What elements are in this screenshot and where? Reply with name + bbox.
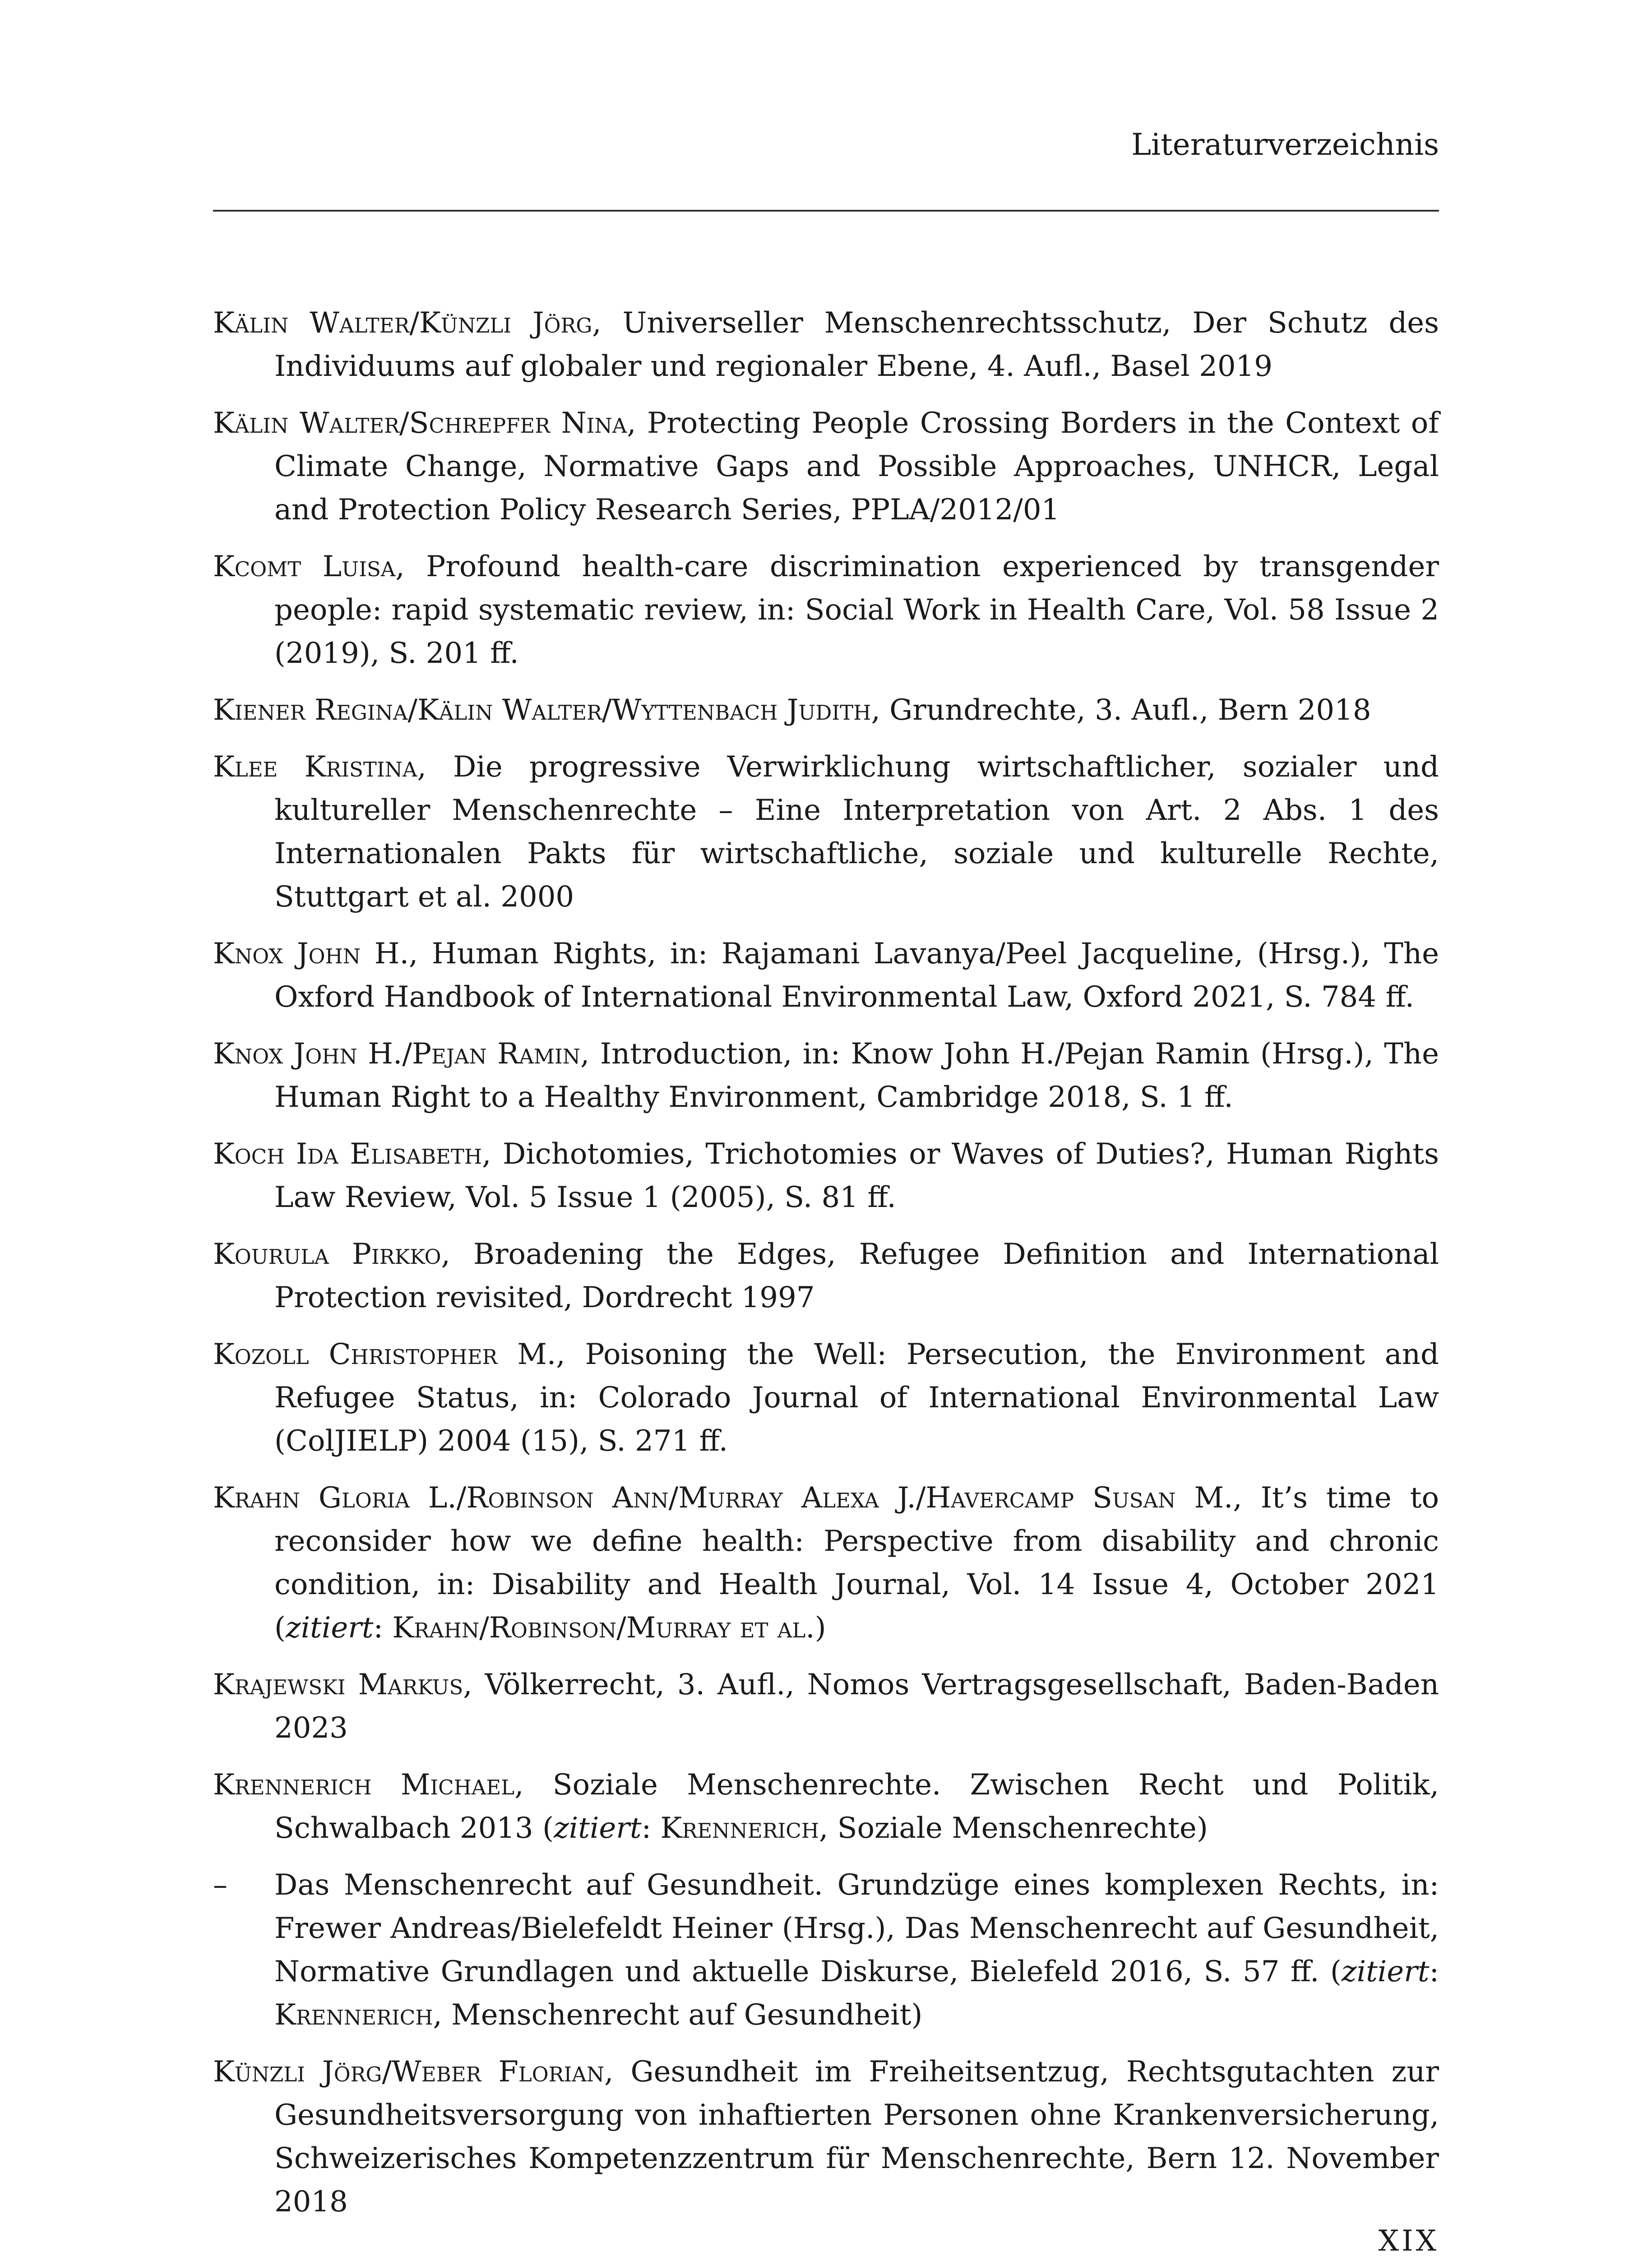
continuation-dash: – xyxy=(213,1868,227,1902)
entry-author: Knox John H./Pejan Ramin xyxy=(213,1037,581,1071)
entry-author: Kcomt Luisa xyxy=(213,550,396,583)
bibliography-entry-continuation xyxy=(213,1863,1439,2037)
entry-text: , Broadening the Edges, Refugee Definition and International Protection revisited, Dordrecht 1997 xyxy=(274,1238,1439,1314)
bibliography-entry xyxy=(213,545,1439,675)
entry-author: Knox John xyxy=(213,937,361,971)
cite-separator: : xyxy=(373,1611,393,1645)
entry-author: Krajewski Markus xyxy=(213,1668,463,1701)
bibliography-entry xyxy=(213,1032,1439,1119)
bibliography-entry xyxy=(213,1763,1439,1850)
bibliography-entry xyxy=(213,2050,1439,2224)
bibliography-entry xyxy=(213,1133,1439,1219)
entry-author: Kälin Walter/Künzli Jörg xyxy=(213,306,592,340)
entry-text: , Protecting People Crossing Borders in the Context of Climate Change, Normative Gaps and Possible Approaches, UNHCR, Legal and Protection Policy Research Series, PPLA/2012/01 xyxy=(274,407,1439,527)
entry-text: H., Human Rights, in: Rajamani Lavanya/Peel Jacqueline, (Hrsg.), The Oxford Handbook of International Environmental Law, Oxford 2021, S. 784 ff. xyxy=(274,937,1439,1014)
entry-author: Krahn Gloria L./Robinson Ann/Murray Alexa J./Havercamp Susan xyxy=(213,1481,1176,1515)
bibliography-entry xyxy=(213,1333,1439,1463)
bibliography-entry xyxy=(213,1233,1439,1319)
entry-text: , Universeller Menschenrechtsschutz, Der Schutz des Individuums auf globaler und regionaler Ebene, 4. Aufl., Basel 2019 xyxy=(274,306,1439,383)
cite-close: , Soziale Menschenrechte) xyxy=(819,1812,1208,1845)
cite-author: Krennerich xyxy=(660,1812,819,1845)
cite-marker: zitiert xyxy=(285,1611,374,1645)
bibliography-entry xyxy=(213,301,1439,388)
entry-text: , Profound health-care discrimination experienced by transgender people: rapid systematic review, in: Social Work in Health Care, Vol. 58 Issue 2 (2019), S. 201 ff. xyxy=(274,550,1439,670)
entry-text: , Dichotomies, Trichotomies or Waves of Duties?, Human Rights Law Review, Vol. 5 Issue 1 (2005), S. 81 ff. xyxy=(274,1137,1439,1214)
cite-marker: zitiert xyxy=(1341,1955,1430,1988)
entry-text: , Gesundheit im Freiheitsentzug, Rechtsgutachten zur Gesundheitsversorgung von inhaftierten Personen ohne Krankenversicherung, Schweizerisches Kompetenzzentrum für Menschenrechte, Bern 12. November 2018 xyxy=(274,2055,1439,2219)
bibliography-entry xyxy=(213,1476,1439,1650)
cite-separator: : xyxy=(641,1812,661,1845)
entry-text: , Introduction, in: Know John H./Pejan Ramin (Hrsg.), The Human Right to a Healthy Environment, Cambridge 2018, S. 1 ff. xyxy=(274,1037,1439,1114)
entry-text: , Völkerrecht, 3. Aufl., Nomos Vertragsgesellschaft, Baden-Baden 2023 xyxy=(274,1668,1439,1745)
entry-author: Kourula Pirkko xyxy=(213,1238,441,1271)
page-number: XIX xyxy=(1378,2224,1439,2256)
bibliography-entry xyxy=(213,402,1439,532)
bibliography-list xyxy=(213,301,1439,2237)
entry-author: Klee Kristina xyxy=(213,750,417,784)
entry-author: Koch Ida Elisabeth xyxy=(213,1137,482,1171)
entry-text: , Grundrechte, 3. Aufl., Bern 2018 xyxy=(871,693,1371,727)
header-divider xyxy=(213,210,1439,212)
cite-close: ) xyxy=(814,1611,826,1645)
cite-close: , Menschenrecht auf Gesundheit) xyxy=(433,1998,923,2032)
entry-author: Kiener Regina/Kälin Walter/Wyttenbach Judith xyxy=(213,693,871,727)
bibliography-entry xyxy=(213,745,1439,919)
entry-text: M., Poisoning the Well: Persecution, the Environment and Refugee Status, in: Colorado Journal of International Environmental Law (ColJIELP) 2004 (15), S. 271 ff. xyxy=(274,1338,1439,1458)
cite-separator: : xyxy=(1429,1955,1439,1988)
entry-text: Das Menschenrecht auf Gesundheit. Grundzüge eines komplexen Rechts, in: Frewer Andreas/Bielefeldt Heiner (Hrsg.), Das Menschenrecht auf Gesundheit, Normative Grundlagen und aktuelle Diskurse, Bielefeld 2016, S. 57 ff. ( xyxy=(274,1868,1439,1988)
entry-author: Krennerich Michael xyxy=(213,1768,515,1802)
running-head-title: Literaturverzeichnis xyxy=(1131,127,1439,162)
cite-author: Krahn/Robinson/Murray et al. xyxy=(392,1611,815,1645)
entry-text: M., It’s time to reconsider how we define health: Perspective from disability and chronic condition, in: Disability and Health Journal, Vol. 14 Issue 4, October 2021 ( xyxy=(274,1481,1439,1645)
entry-text: , Soziale Menschenrechte. Zwischen Recht und Politik, Schwalbach 2013 ( xyxy=(274,1768,1439,1845)
entry-author: Künzli Jörg/Weber Florian xyxy=(213,2055,605,2089)
entry-author: Kälin Walter/Schrepfer Nina xyxy=(213,407,627,440)
entry-author: Kozoll Christopher xyxy=(213,1338,498,1371)
entry-text: , Die progressive Verwirklichung wirtschaftlicher, sozialer und kultureller Menschenrechte – Eine Interpretation von Art. 2 Abs. 1 des Internationalen Pakts für wirtschaftliche, soziale und kulturelle Rechte, Stuttgart et al. 2000 xyxy=(274,750,1439,914)
bibliography-entry xyxy=(213,1663,1439,1750)
bibliography-entry xyxy=(213,689,1439,732)
bibliography-entry xyxy=(213,932,1439,1019)
cite-marker: zitiert xyxy=(554,1812,642,1845)
cite-author: Krennerich xyxy=(274,1998,433,2032)
